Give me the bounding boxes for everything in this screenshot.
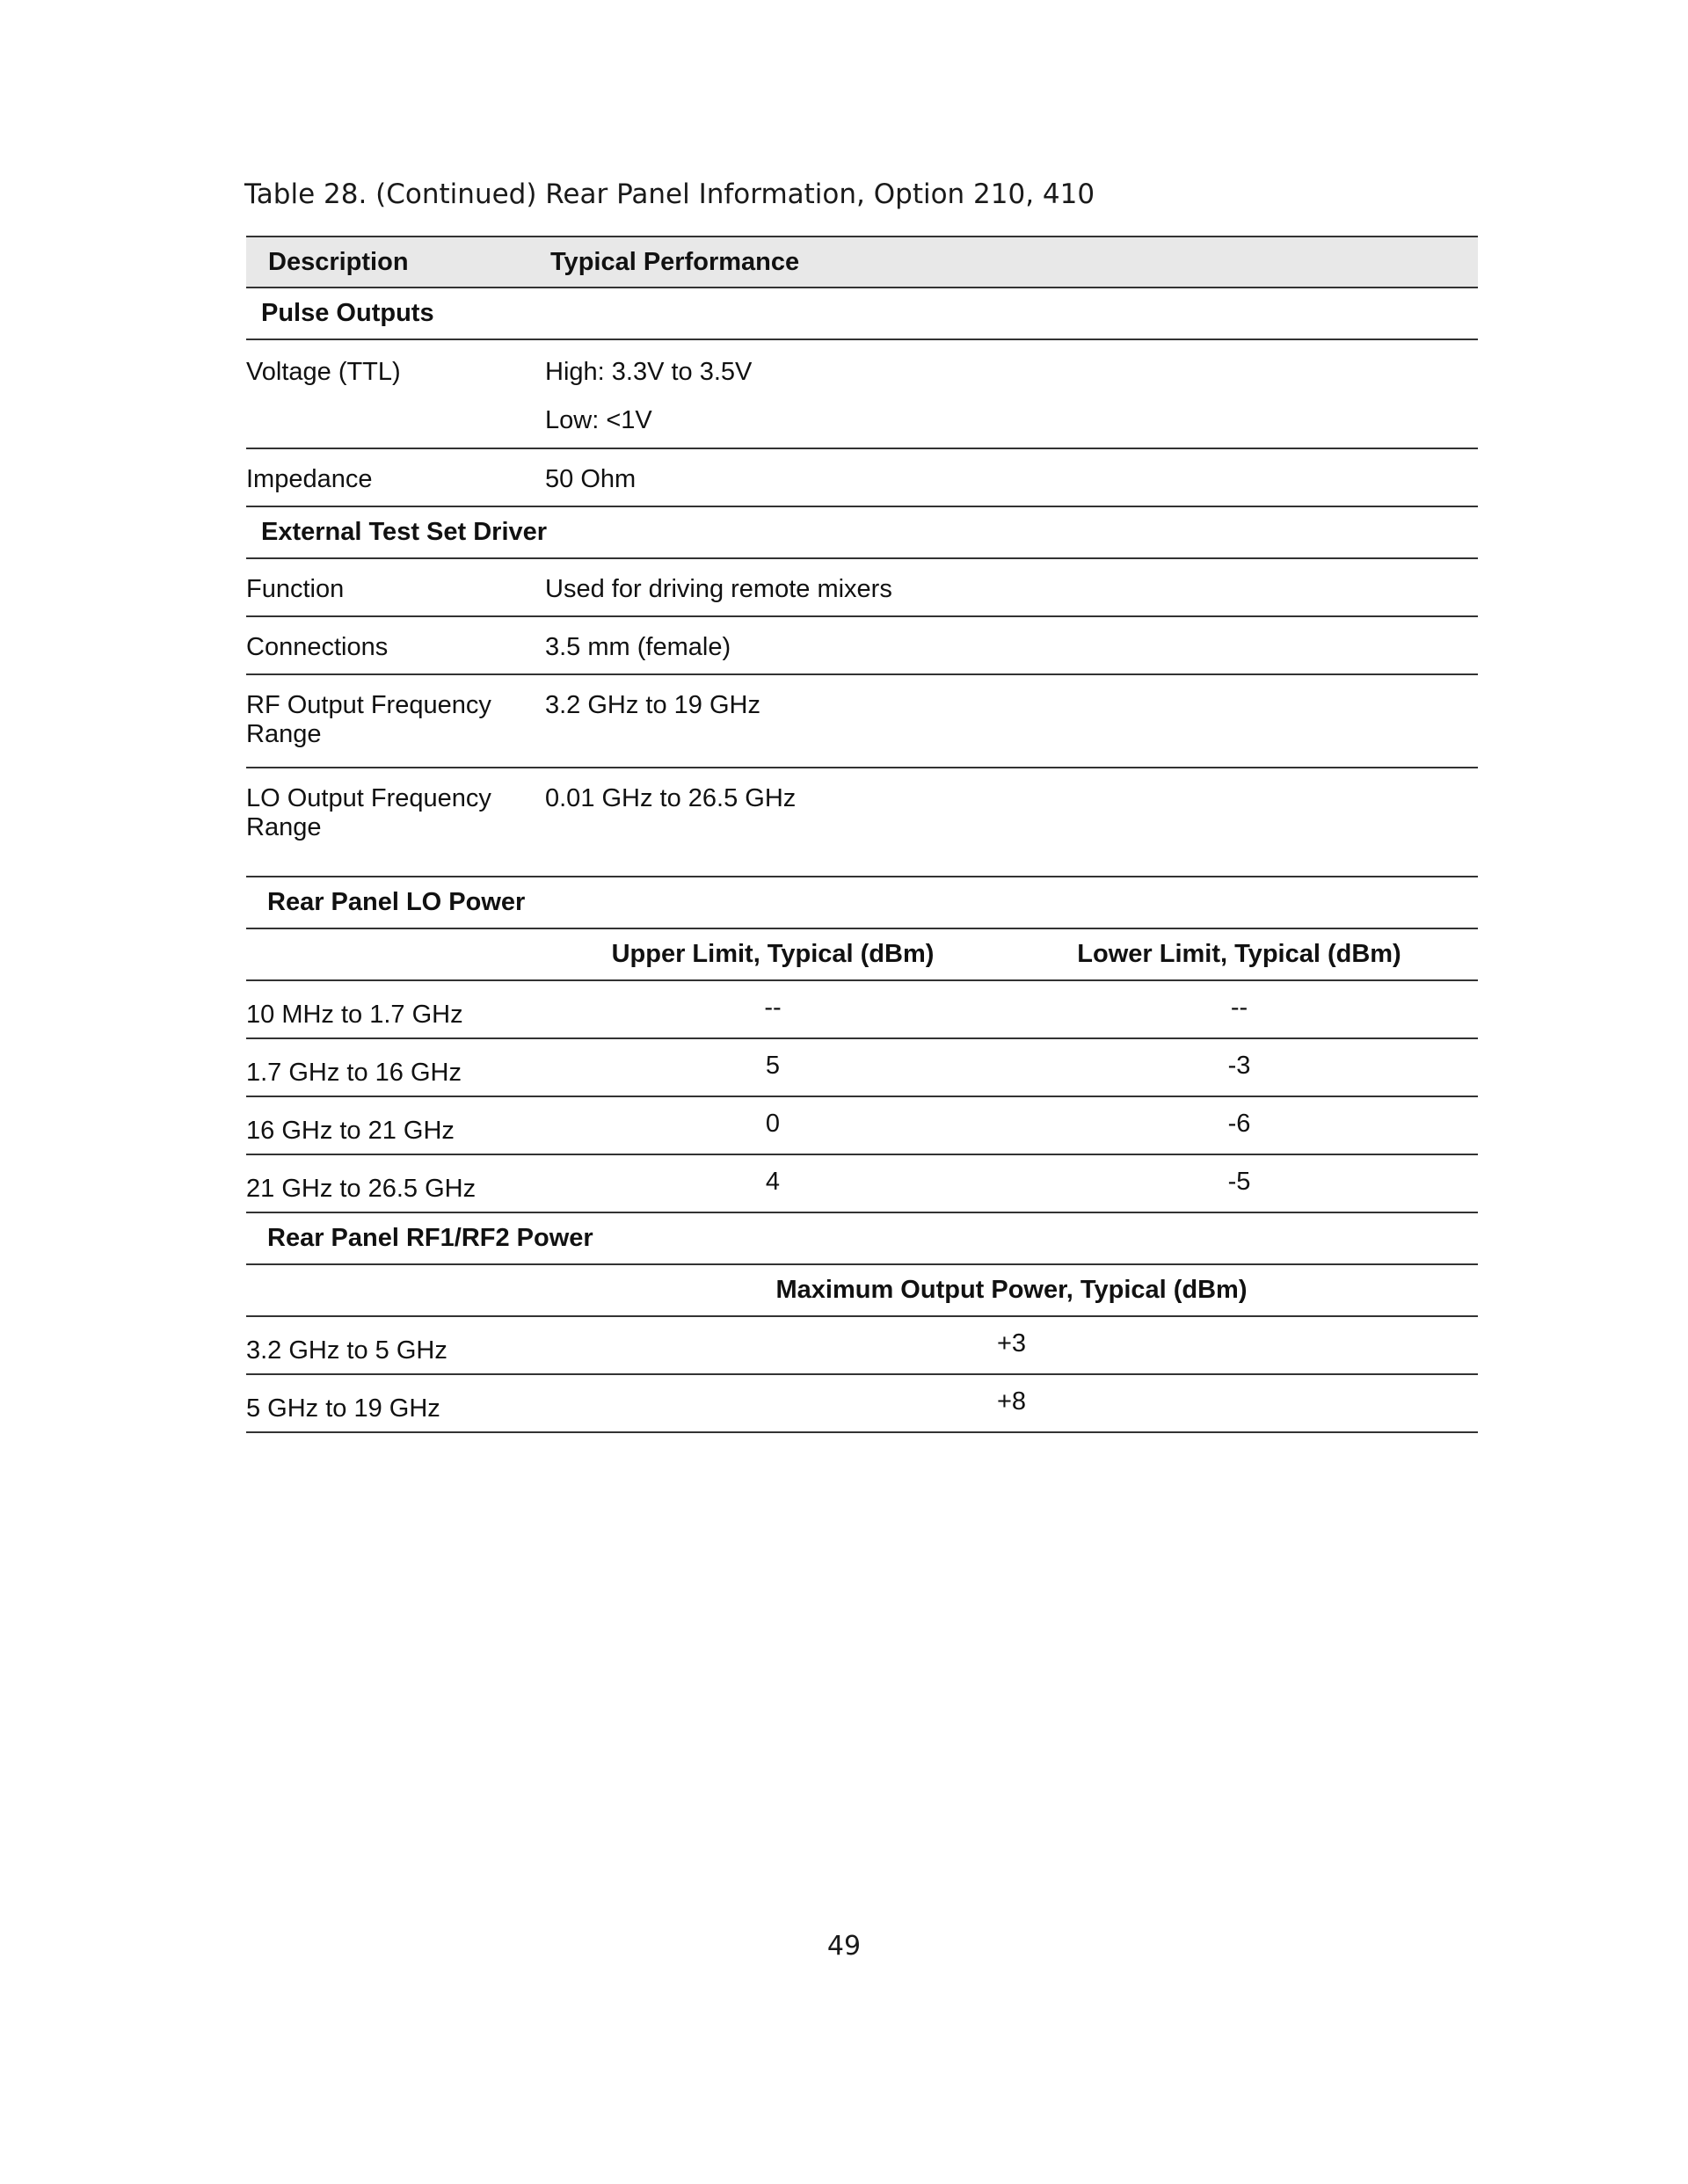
- lo-lower: -5: [1000, 1154, 1478, 1212]
- table-row: [246, 448, 1478, 506]
- lo-range: 10 MHz to 1.7 GHz: [246, 980, 545, 1038]
- lo-upper: 4: [545, 1154, 1000, 1212]
- lo-upper: 5: [545, 1038, 1000, 1096]
- row-value-function: Used for driving remote mixers: [545, 558, 1478, 616]
- section-row-pulse-outputs: [246, 288, 1478, 339]
- lo-range: 21 GHz to 26.5 GHz: [246, 1154, 545, 1212]
- voltage-high: High: 3.3V to 3.5V: [545, 358, 753, 386]
- section-row-rear-lo-power: [246, 877, 1478, 928]
- section-title: Pulse Outputs: [246, 288, 1478, 339]
- table-row: [246, 980, 1478, 1038]
- table-row: [246, 616, 1478, 674]
- row-label-lo-range: LO Output Frequency Range: [246, 768, 545, 877]
- table-row: [246, 1154, 1478, 1212]
- voltage-low: Low: <1V: [545, 406, 652, 434]
- lo-lower: -3: [1000, 1038, 1478, 1096]
- table-row: [246, 339, 1478, 448]
- lo-upper: --: [545, 980, 1000, 1038]
- section-row-external-test-set: [246, 506, 1478, 558]
- section-row-rear-rf-power: [246, 1212, 1478, 1264]
- row-label-connections: Connections: [246, 616, 545, 674]
- page-number: 49: [826, 1931, 862, 1962]
- lo-range: 1.7 GHz to 16 GHz: [246, 1038, 545, 1096]
- row-value-connections: 3.5 mm (female): [545, 616, 1478, 674]
- row-label-rf-range: RF Output Frequency Range: [246, 674, 545, 768]
- header-description: Description: [246, 237, 545, 288]
- row-label-impedance: Impedance: [246, 448, 545, 506]
- col-header-upper-limit: Upper Limit, Typical (dBm): [545, 928, 1000, 980]
- row-value-lo-range: 0.01 GHz to 26.5 GHz: [545, 768, 1478, 877]
- section-title: Rear Panel LO Power: [246, 877, 1478, 928]
- rf-max: +3: [545, 1316, 1478, 1374]
- rf-range: 5 GHz to 19 GHz: [246, 1374, 545, 1432]
- lo-upper: 0: [545, 1096, 1000, 1154]
- table-row: [246, 1374, 1478, 1432]
- table-header-row: [246, 237, 1478, 288]
- col-header-max-output: Maximum Output Power, Typical (dBm): [545, 1264, 1478, 1316]
- table-row: [246, 1038, 1478, 1096]
- row-value-voltage: [545, 339, 1478, 448]
- section-title: External Test Set Driver: [246, 506, 1478, 558]
- table-row: [246, 1316, 1478, 1374]
- header-typical-performance: Typical Performance: [545, 237, 1478, 288]
- row-value-rf-range: 3.2 GHz to 19 GHz: [545, 674, 1478, 768]
- section-title: Rear Panel RF1/RF2 Power: [246, 1212, 1478, 1264]
- row-value-impedance: 50 Ohm: [545, 448, 1478, 506]
- lo-lower: --: [1000, 980, 1478, 1038]
- rf-max: +8: [545, 1374, 1478, 1432]
- table-row: [246, 558, 1478, 616]
- subheader-row-lo-power: [246, 928, 1478, 980]
- row-label-function: Function: [246, 558, 545, 616]
- col-header-lower-limit: Lower Limit, Typical (dBm): [1000, 928, 1478, 980]
- rf-range: 3.2 GHz to 5 GHz: [246, 1316, 545, 1374]
- lo-lower: -6: [1000, 1096, 1478, 1154]
- lo-range: 16 GHz to 21 GHz: [246, 1096, 545, 1154]
- rear-panel-info-table: [246, 236, 1478, 1433]
- table-row: [246, 674, 1478, 768]
- table-row: [246, 1096, 1478, 1154]
- table-row: [246, 768, 1478, 877]
- row-label-voltage: Voltage (TTL): [246, 339, 545, 448]
- table-caption: Table 28. (Continued) Rear Panel Information, Option 210, 410: [244, 178, 1095, 210]
- subheader-row-rf-power: [246, 1264, 1478, 1316]
